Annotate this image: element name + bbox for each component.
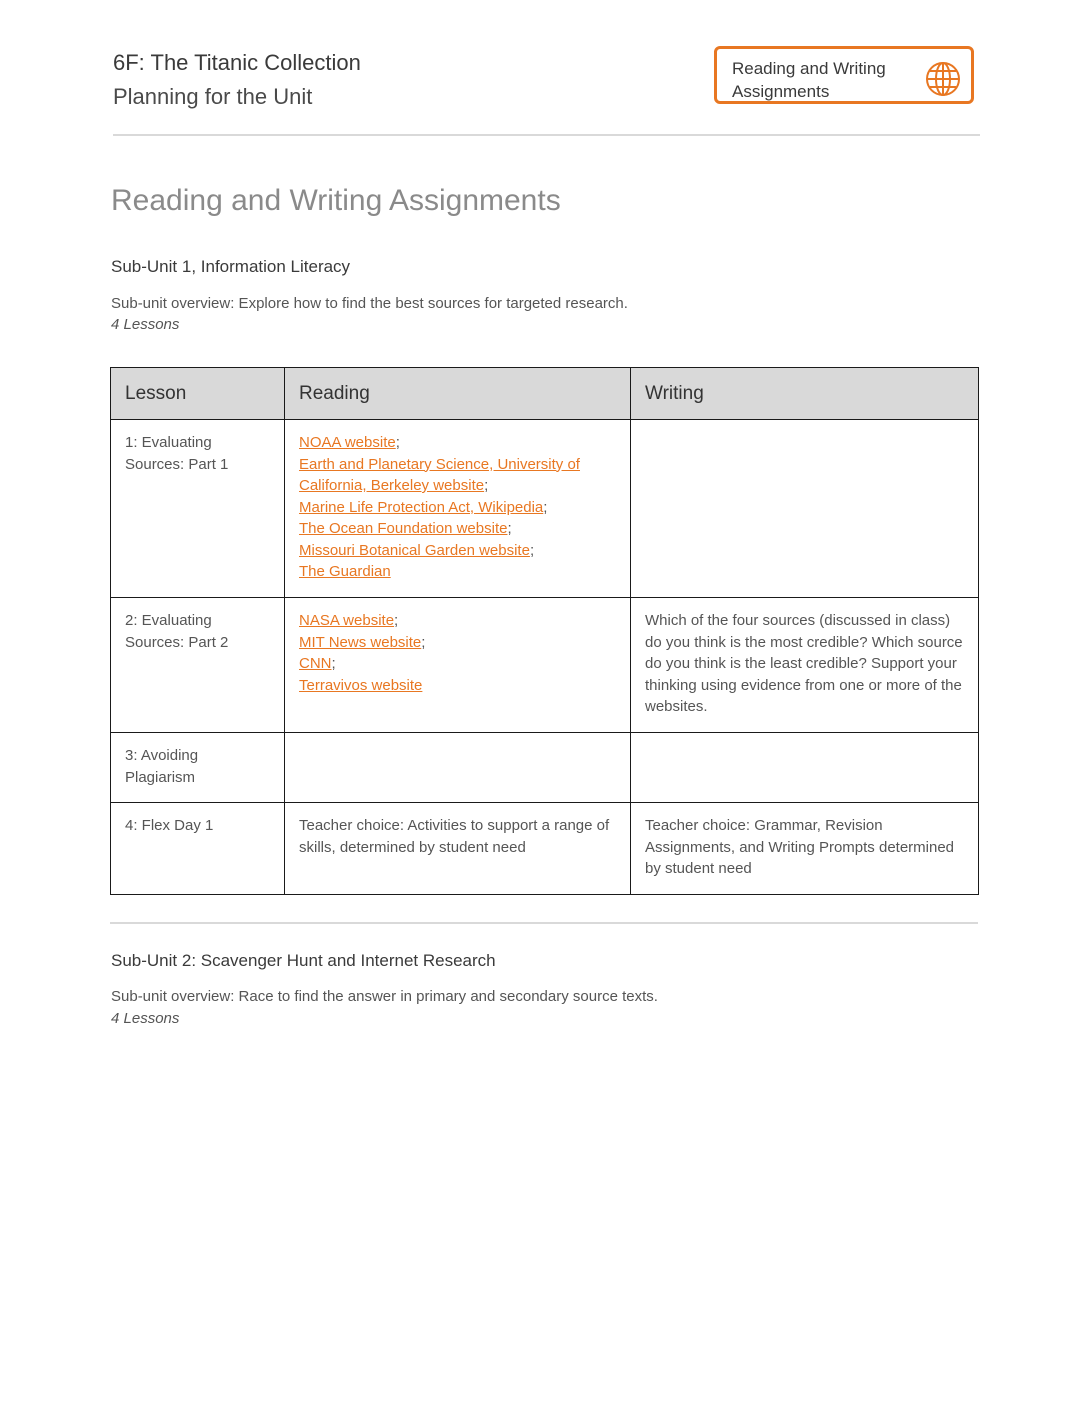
lesson-cell: 3: Avoiding Plagiarism xyxy=(111,733,285,803)
page-header xyxy=(113,46,980,136)
writing-cell: Which of the four sources (discussed in class) do you think is the most credible? Which source do you think is the least credible? Support your thinking using evidence from one or more of the websites. xyxy=(631,598,979,733)
section-badge-label: Reading and Writing Assignments xyxy=(732,59,886,101)
writing-cell xyxy=(631,420,979,598)
table-row xyxy=(111,598,979,733)
reading-link[interactable]: The Ocean Foundation website xyxy=(299,520,508,537)
link-separator: ; xyxy=(484,477,489,494)
link-separator: ; xyxy=(529,541,535,559)
writing-cell xyxy=(631,733,979,803)
subunit-2-lesson-count: 4 Lessons xyxy=(111,1010,180,1027)
reading-text: Teacher choice: Activities to support a range of skills, determined by student need xyxy=(299,817,610,856)
link-separator: ; xyxy=(394,612,399,629)
subunit-2-heading: Sub-Unit 2: Scavenger Hunt and Internet Research xyxy=(111,951,496,970)
reading-link[interactable]: Marine Life Protection Act, Wikipedia xyxy=(299,498,544,516)
reading-link[interactable]: Missouri Botanical Garden website xyxy=(299,541,530,559)
page-title: Reading and Writing Assignments xyxy=(111,184,561,217)
lesson-table xyxy=(110,367,979,895)
reading-link[interactable]: NOAA website xyxy=(299,434,396,451)
unit-subtitle: Planning for the Unit xyxy=(113,84,313,109)
link-separator: ; xyxy=(331,655,336,672)
reading-cell xyxy=(285,733,631,803)
reading-link[interactable]: MIT News website xyxy=(299,633,422,651)
link-separator: ; xyxy=(543,498,548,516)
link-separator: ; xyxy=(421,633,426,651)
reading-link[interactable]: NASA website xyxy=(299,612,395,629)
lesson-cell: 1: Evaluating Sources: Part 1 xyxy=(111,420,285,598)
reading-cell xyxy=(285,598,631,733)
subunit-1-heading: Sub-Unit 1, Information Literacy xyxy=(111,257,351,276)
subunit-1-lesson-count: 4 Lessons xyxy=(111,316,180,333)
reading-link[interactable]: The Guardian xyxy=(299,563,391,580)
link-separator: ; xyxy=(395,434,400,451)
section-divider xyxy=(110,922,978,924)
table-header-row xyxy=(111,368,979,420)
globe-icon xyxy=(925,61,961,97)
reading-link[interactable]: Terravivos website xyxy=(299,676,423,694)
table-row xyxy=(111,733,979,803)
reading-link[interactable]: CNN xyxy=(299,655,332,672)
lesson-cell: 2: Evaluating Sources: Part 2 xyxy=(111,598,285,733)
subunit-1-overview: Sub-unit overview: Explore how to find the best sources for targeted research. xyxy=(111,295,628,312)
subunit-2-overview: Sub-unit overview: Race to find the answer in primary and secondary source texts. xyxy=(111,988,658,1005)
reading-cell xyxy=(285,420,631,598)
lesson-cell: 4: Flex Day 1 xyxy=(111,803,285,895)
reading-link[interactable]: Earth and Planetary Science, University of California, Berkeley website xyxy=(299,455,580,494)
column-header-writing: Writing xyxy=(631,368,979,420)
link-separator: ; xyxy=(507,520,512,537)
writing-cell: Teacher choice: Grammar, Revision Assignments, and Writing Prompts determined by student need xyxy=(631,803,979,895)
unit-title: 6F: The Titanic Collection xyxy=(113,50,361,75)
table-row xyxy=(111,803,979,895)
table-row xyxy=(111,420,979,598)
section-badge[interactable] xyxy=(714,46,974,104)
reading-cell xyxy=(285,803,631,895)
column-header-reading: Reading xyxy=(285,368,631,420)
column-header-lesson: Lesson xyxy=(111,368,285,420)
